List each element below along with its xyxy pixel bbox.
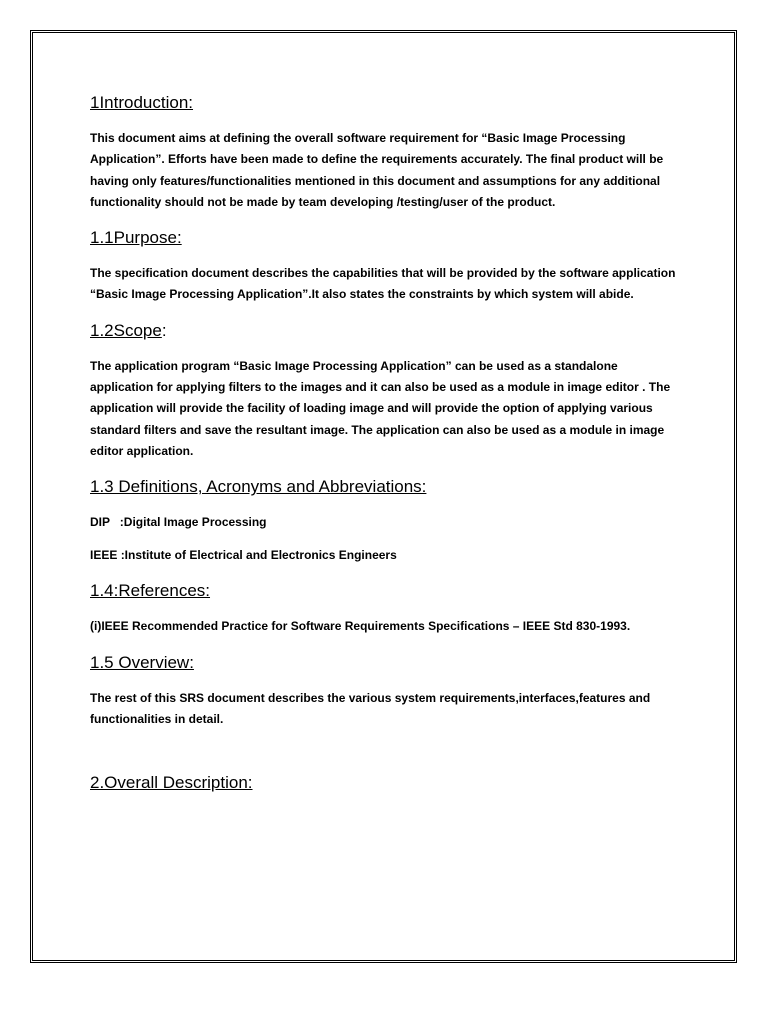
section-heading: 1Introduction:: [90, 93, 194, 112]
definition-term: IEEE: [90, 548, 121, 563]
section-scope: [90, 318, 680, 462]
section-body: (i)IEEE Recommended Practice for Software Requirements Specifications – IEEE Std 830-1993.: [90, 619, 631, 634]
section-references: [90, 578, 680, 637]
section-body: This document aims at defining the overall software requirement for “Basic Image Processing Application”. Efforts have been made to define the requirements accurately. The final product will be having only features/functionalities mentioned in this document and assumptions for any additional functionality should not be made by team developing /testing/user of the product.: [90, 131, 664, 209]
section-body: The application program “Basic Image Processing Application” can be used as a standalone application for applying filters to the images and it can also be used as a module in image editor . The application will provide the facility of loading image and will provide the option of applying various standard filters and save the resultant image. The application can also be used as a module in image editor application.: [90, 358, 671, 458]
section-definitions: [90, 474, 680, 566]
section-introduction: [90, 90, 680, 213]
section-heading-text: 1.2Scope: [90, 320, 162, 340]
section-heading: 1.5 Overview:: [90, 652, 194, 672]
section-body: The rest of this SRS document describes the various system requirements,interfaces,features and functionalities in detail.: [90, 690, 651, 726]
section-overview: [90, 650, 680, 731]
section-heading: [90, 318, 680, 344]
section-heading: 2.Overall Description:: [90, 773, 253, 793]
definition-term: DIP: [90, 515, 120, 530]
document-content: [90, 90, 680, 808]
section-heading: 1.4:References:: [90, 581, 211, 601]
section-overall-description: [90, 770, 680, 796]
section-purpose: [90, 225, 680, 306]
definition-item: [90, 545, 680, 566]
section-body: The specification document describes the capabilities that will be provided by the software application “Basic Image Processing Application”.It also states the constraints by which system will abide.: [90, 266, 676, 302]
section-heading-suffix: :: [161, 320, 167, 340]
definition-item: [90, 512, 680, 533]
definition-text: :Digital Image Processing: [119, 515, 267, 530]
section-heading: 1.1Purpose:: [90, 228, 182, 248]
definition-text: :Institute of Electrical and Electronics Engineers: [120, 548, 397, 563]
section-heading: 1.3 Definitions, Acronyms and Abbreviations:: [90, 477, 427, 497]
